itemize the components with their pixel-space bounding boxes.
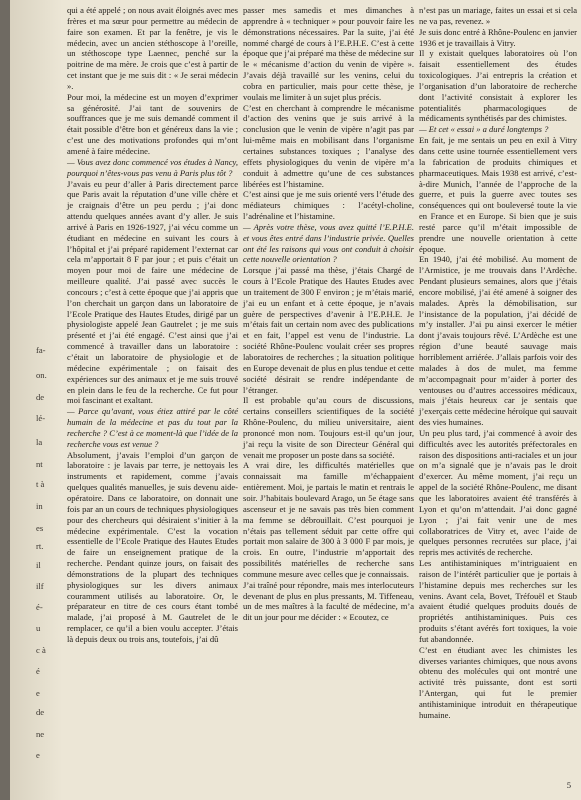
edge-fragment: é- (36, 602, 43, 612)
edge-fragment: in (36, 501, 43, 511)
edge-fragment: ne (36, 729, 45, 739)
edge-fragment: t à (36, 479, 45, 489)
paragraph: C’est en étudiant avec les chimistes les diverses variantes chimiques, que nous avons obtenu des molécules qui ont montré une activité très puissante, dont est sorti l’Antergan, qui fut le premier antihistaminique introduit en thérapeutique humaine. (419, 644, 577, 720)
paragraph: Absolument, j’avais l’emploi d’un garçon de laboratoire : je lavais par terre, je nettoyais les instruments et rapidement, comme j’avais quelques qualités manuelles, je suis devenu aide-opératoire. Dans ce laboratoire, on donnait une fois par an un cours de techniques physiologiques pour des chercheurs qui désiraient s’initier à la médecine expérimentale. C’est la vocation essentielle de l’Ecole Pratique des Hautes Etudes de faire un enseignement pratique de la recherche. Pendant quinze jours, on faisait des démonstrations de la plupart des techniques physiologiques sur les divers animaux couramment utilisés au laboratoire. Or, le préparateur en titre de ces cours étant tombé malade, j’ai proposé à M. Gautrelet de le remplacer, ce qu’il a bien voulu accepter. J’étais là depuis deux ou trois ans, toutefois, j’ai dû (67, 449, 238, 644)
paragraph: Un peu plus tard, j’ai commencé à avoir des difficultés avec les autorités préfectorales en raison des dispositions anti-raciales et un jour on m’a signalé que je n’avais pas le droit d’exercer. Au même moment, j’ai reçu un appel de la société Rhône-Poulenc, me disant que les laboratoires avaient été transférés à Lyon et qu’on m’attendait. J’ai donc gagné Lyon ; j’ai fait venir une de mes collaboratrices de Vitry et, avec l’aide de quelques personnes recrutées sur place, j’ai repris mes activités de recherche. (419, 427, 577, 558)
interview-question: — Et cet « essai » a duré longtemps ? (419, 124, 549, 135)
edge-fragment: c à (36, 645, 46, 655)
edge-fragment: e (36, 750, 40, 760)
text-column-1 (67, 5, 238, 645)
interview-question: — Parce qu’avant, vous étiez attiré par le côté humain de la médecine et pas du tout par la recherche ? C’est à ce moment-là que l’idée de la recherche vous est venue ? (67, 406, 238, 449)
edge-fragment: es (36, 523, 44, 533)
edge-fragment: de (36, 707, 45, 717)
edge-fragment: u (36, 623, 41, 633)
page-number: 5 (566, 780, 571, 790)
paragraph: Je suis donc entré à Rhône-Poulenc en janvier 1936 et je travaillais à Vitry. (419, 26, 577, 48)
paragraph: C’est en cherchant à comprendre le mécanisme d’action des venins que je suis arrivé à la conclusion que le venin de vipère n’agit pas par lui-même mais en mobilisant dans l’organisme certaines substances toxiques ; l’analyse des effets physiologiques du venin de vipère m’a conduit à admettre qu’une de ces substances libérées est l’histamine. (243, 102, 414, 189)
paragraph: C’est ainsi que je me suis orienté vers l’étude des médiateurs chimiques : l’acétyl-choline, l’adrénaline et l’histamine. (243, 189, 414, 222)
edge-fragment: il (36, 560, 41, 570)
magazine-page (10, 0, 581, 800)
paragraph: Lorsque j’ai passé ma thèse, j’étais Chargé de cours à l’Ecole Pratique des Hautes Etudes avec un traitement de 300 F environ ; je m’étais marié, j’ai eu un enfant et à cette époque, je n’avais guère de perspectives d’avenir à l’E.P.H.E. Je m’étais fait un certain nom avec des publications et en fait, l’appel est venu de l’industrie. La société Rhône-Poulenc voulait créer ses propres laboratoires de recherches ; la situation politique en Europe devenait de plus en plus tendue et cette société désirait se rendre indépendante de l’étranger. (243, 265, 414, 395)
paragraph: J’avais eu peur d’aller à Paris directement parce que Paris avait la réputation d’une ville chère et je craignais d’être un peu perdu ; j’ai donc attendu quelques années avant d’y aller. Je suis arrivé à Paris en 1926-1927, j’ai vécu comme un étudiant en médecine en suivant les cours à l’hôpital et j’ai préparé rapidement l’externat car cela m’apportait 8 F par jour ; et puis c’était un moyen pour moi de faire une médecine de meilleure qualité. J’ai passé avec succès le concours ; c’est à cette époque que j’ai appris que l’on cherchait un garçon dans un laboratoire de l’Ecole Pratique des Hautes Etudes, dirigé par un physiologiste appelé Jean Gautrelet ; je me suis présenté et j’ai été engagé. C’est ainsi que j’ai commencé à travailler dans un laboratoire : c’était un laboratoire de physiologie et de médecine expérimentale ; on faisait des expériences sur des animaux et je me suis trouvé en plein dans le feu de la recherche. Ce fut pour moi fascinant et exaltant. (67, 178, 238, 406)
edge-fragment: lé- (36, 413, 46, 423)
paragraph: J’ai traîné pour répondre, mais mes interlocuteurs devenant de plus en plus pressants, M. Tiffeneau, un de mes maîtres à la faculté de médecine, m’a dit un jour pour me décider : « Ecoutez, ce (243, 579, 414, 623)
edge-fragment: de (36, 392, 45, 402)
edge-fragment: rt. (36, 541, 44, 551)
paragraph: qui a été appelé ; on nous avait éloignés avec mes frères et ma sœur pour permettre au médecin de faire son examen. Et par la fenêtre, je vis le médecin, avec un ancien stéthoscope à l’oreille, un stéthoscope type Laennec, penché sur la poitrine de ma mère. Je crois que c’est à partir de cet instant que je me suis dit : « Je serai médecin ». (67, 5, 238, 91)
adjacent-page-edge (10, 0, 62, 800)
paragraph: En 1940, j’ai été mobilisé. Au moment de l’Armistice, je me trouvais dans l’Ardèche. Pendant plusieurs semaines, alors que j’étais encore mobilisé, j’ai été amené à soigner des malades. Après la démobilisation, sur l’insistance de la population, j’ai décidé de m’y installer. J’ai pu ainsi exercer le métier dont j’avais toujours rêvé. L’Ardèche est une région d’une beauté sauvage mais horriblement arriérée. J’allais parfois voir des malades à dos de mulet, ma femme m’accompagnait pour m’aider à porter des ventouses ou d’autres accessoires médicaux, mais j’étais heureux car je sentais que j’exerçais cette médecine héroïque qui sauvait des vies humaines. (419, 254, 577, 428)
interview-question: — Après votre thèse, vous avez quitté l’E.P.H.E. et vous êtes entré dans l’industrie privée. Quelles ont été les raisons qui vous ont conduit à choisir cette nouvelle orientation ? (243, 221, 414, 265)
paragraph: passer mes samedis et mes dimanches à apprendre à « techniquer » pour pouvoir faire les démonstrations nécessaires. Par la suite, j’ai été nommé chargé de cours à l’E.P.H.E. C’est à cette époque que j’ai préparé ma thèse de médecine sur le « mécanisme d’action du venin de vipère ». J’avais déjà travaillé sur les venins, celui du cobra en particulier, mais pour cette thèse, je voulais me limiter à un sujet plus précis. (243, 5, 414, 102)
edge-fragment: on. (36, 370, 47, 380)
text-column-2 (243, 5, 414, 623)
paragraph: A vrai dire, les difficultés matérielles que connaissait ma famille m’échappaient entièrement. Moi, je partais le matin et rentrais le soir. J’habitais boulevard Arago, un 5e étage sans ascenseur et je ne savais pas très bien comment ma femme se débrouillait. C’est pourquoi je n’étais pas tellement séduit par cette offre qui portait mon salaire de 300 à 3 000 F par mois, je crois. En outre, l’industrie m’apportait des possibilités matérielles de recherche sans commune mesure avec celles que je connaissais. (243, 460, 414, 579)
paragraph: En fait, je me sentais un peu en exil à Vitry dans cette usine tournée essentiellement vers la fabrication de produits chimiques et pharmaceutiques. Mais 1938 est arrivé, c’est-à-dire Munich, l’année de l’approche de la guerre, et puis la guerre avec toutes ses conséquences qui ont bouleversé toute la vie en France et en Europe. Si bien que je suis resté parce qu’il m’était impossible de prendre une nouvelle orientation à cette époque. (419, 135, 577, 254)
edge-fragment: fa- (36, 345, 46, 355)
paragraph: n’est pas un mariage, faites un essai et si cela ne va pas, revenez. » (419, 5, 577, 26)
paragraph: Il est probable qu’au cours de discussions, certains conseillers scientifiques de la société Rhône-Poulenc, du milieu universitaire, aient prononcé mon nom. Toujours est-il qu’un jour, j’ai reçu la visite de son Directeur Général qui venait me proposer un poste dans sa société. (243, 395, 414, 460)
paragraph: Les antihistaminiques m’intriguaient en raison de l’intérêt particulier que je portais à l’histamine depuis mes recherches sur les venins. Avant cela, Bovet, Tréfouël et Staub avaient étudié quelques produits doués de propriétés antihistaminiques. Puis ces produits s’étant avérés fort toxiques, la voie fut abandonnée. (419, 558, 577, 644)
edge-fragment: é (36, 666, 40, 676)
text-column-3 (419, 5, 577, 721)
edge-fragment: e (36, 688, 40, 698)
paragraph: Il y existait quelques laboratoires où l’on faisait essentiellement des études toxicologiques. J’ai entrepris la création et l’organisation d’un laboratoire de recherche dont l’activité consistait à explorer les potentialités pharmacologiques de médicaments synthétisés par des chimistes. (419, 48, 577, 124)
edge-fragment: ilf (36, 581, 44, 591)
edge-fragment: nt (36, 459, 43, 469)
paragraph: Pour moi, la médecine est un moyen d’exprimer sa générosité. J’ai tant de souvenirs de souffrances que je me suis demandé comment il était possible d’être bon et généreux dans la vie ; c’est une des motivations profondes qui m’ont amené à faire médecine. (67, 91, 238, 156)
edge-fragment: la (36, 437, 43, 447)
interview-question: — Vous avez donc commencé vos études à Nancy, pourquoi n’êtes-vous pas venu à Paris plus tôt ? (67, 156, 238, 178)
